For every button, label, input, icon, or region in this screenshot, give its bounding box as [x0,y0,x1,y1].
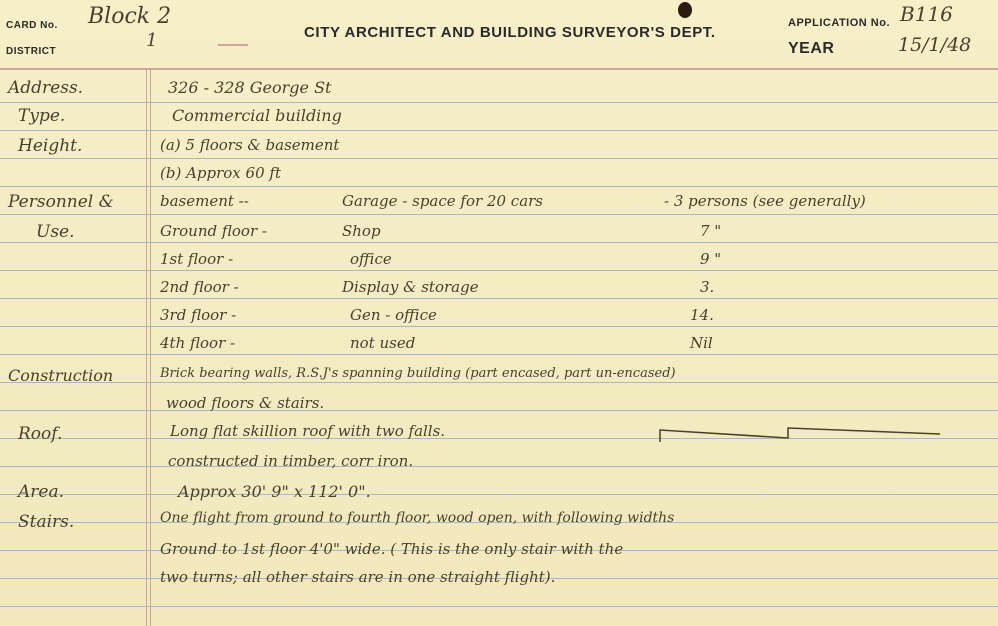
ruled-line [0,158,998,159]
ruled-line [0,186,998,187]
construction-line-1: Brick bearing walls, R.S.J's spanning building (part encased, part un-encased) [160,366,676,381]
height-line-b: (b) Approx 60 ft [160,164,281,182]
ruled-line [0,242,998,243]
persons-second: 3. [700,278,715,296]
stairs-line-3: two turns; all other stairs are in one straight flight). [160,568,556,586]
ruled-line [0,606,998,607]
stairs-line-1: One flight from ground to fourth floor, wood open, with following widths [160,510,675,526]
address-label: Address. [8,78,84,98]
floor-third: 3rd floor - [160,306,237,324]
ink-spot [678,2,692,18]
use-third: Gen - office [350,306,437,324]
floor-fourth: 4th floor - [160,334,236,352]
type-label: Type. [18,106,66,126]
use-label: Use. [36,222,75,242]
ruled-line [0,494,998,495]
ruled-line [0,298,998,299]
district-value: 1 [146,30,158,51]
construction-label: Construction [8,366,114,385]
district-label: DISTRICT [6,46,57,57]
pencil-mark [218,44,248,46]
floor-second: 2nd floor - [160,278,239,296]
address-value: 326 - 328 George St [168,78,332,97]
year-value: 15/1/48 [898,34,972,56]
roof-label: Roof. [18,424,63,444]
ruled-line [0,326,998,327]
stairs-line-2: Ground to 1st floor 4'0" wide. ( This is the only stair with the [160,540,624,558]
use-first: office [350,250,392,268]
persons-basement: - 3 persons (see generally) [664,192,866,210]
height-label: Height. [18,136,83,156]
margin-line [146,70,147,626]
stairs-label: Stairs. [18,512,75,532]
type-value: Commercial building [172,106,342,125]
persons-third: 14. [690,306,714,324]
persons-first: 9 " [700,250,722,268]
ruled-line [0,466,998,467]
personnel-label: Personnel & [8,192,114,212]
year-label: YEAR [788,40,835,57]
construction-line-2: wood floors & stairs. [166,394,325,412]
persons-ground: 7 " [700,222,722,240]
application-no-label: APPLICATION No. [788,17,891,29]
area-value: Approx 30' 9" x 112' 0". [178,482,371,501]
floor-basement: basement -- [160,192,249,210]
margin-line [150,70,151,626]
roof-profile-sketch [656,424,946,444]
ruled-line [0,410,998,411]
ruled-line [0,354,998,355]
ruled-line [0,382,998,383]
use-basement: Garage - space for 20 cars [342,192,543,210]
area-label: Area. [18,482,65,502]
ruled-line [0,214,998,215]
ruled-line [0,270,998,271]
use-ground: Shop [342,222,381,240]
use-fourth: not used [350,334,416,352]
persons-fourth: Nil [690,334,713,352]
floor-first: 1st floor - [160,250,234,268]
floor-ground: Ground floor - [160,222,267,240]
card-no-label: CARD No. [6,20,58,31]
ruled-line [0,102,998,103]
application-no-value: B116 [900,2,953,26]
roof-line-2: constructed in timber, corr iron. [168,452,414,470]
use-second: Display & storage [342,278,479,296]
card-no-value: Block 2 [88,4,172,29]
height-line-a: (a) 5 floors & basement [160,136,340,154]
department-title: CITY ARCHITECT AND BUILDING SURVEYOR'S DEPT. [304,24,716,41]
roof-line-1: Long flat skillion roof with two falls. [170,422,446,440]
ruled-line [0,130,998,131]
